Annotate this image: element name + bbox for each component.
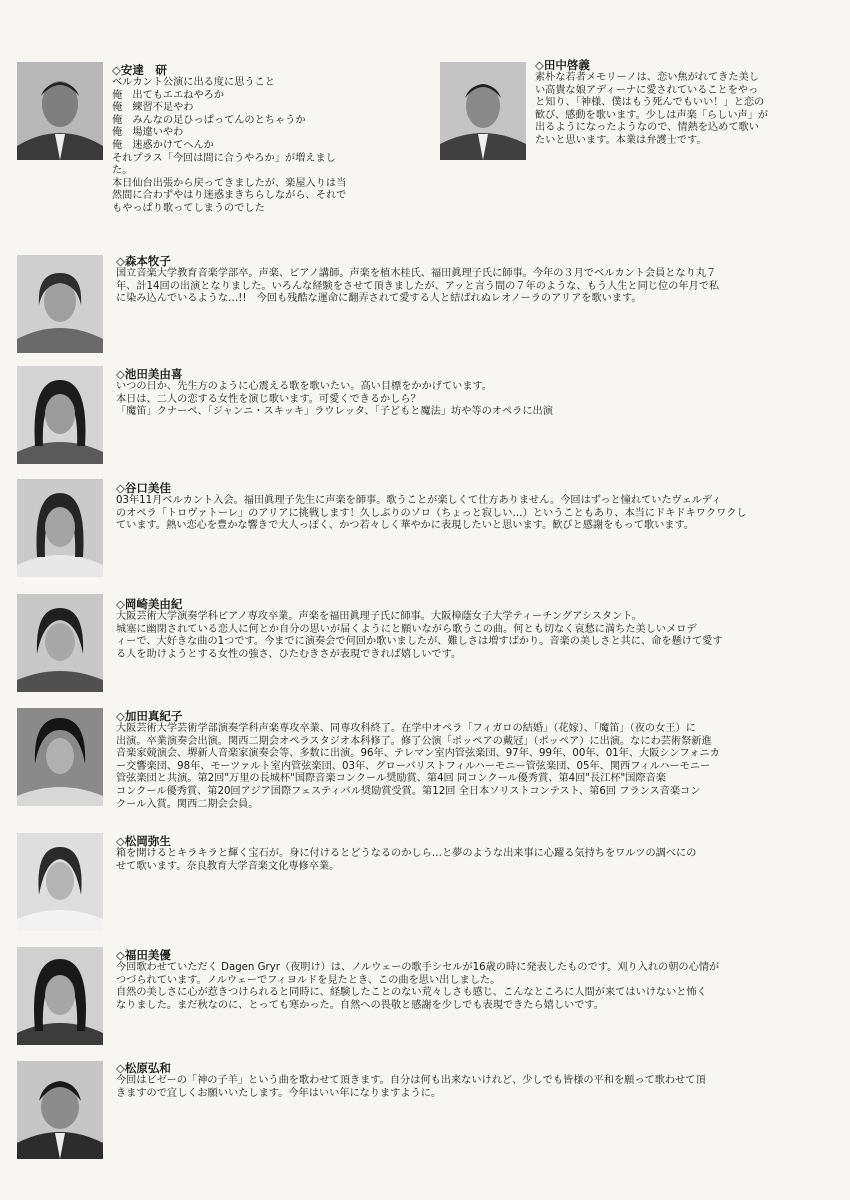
bio-line: 箱を開けるとキラキラと輝く宝石が。身に付けるとどうなるのかしら…と夢のような出来事に心躍る気持ちをワルツの調べにの	[116, 848, 697, 859]
bio-line: 俺 場違いやわ	[112, 127, 184, 139]
portrait-photo	[17, 947, 103, 1045]
bio-line: つづられています。ノルウェーでフィヨルドを見たとき、この曲を思い出しました。	[116, 974, 501, 986]
bio-line: 「魔笛」クナーペ、「ジャンニ・スキッキ」ラウレッタ、「子どもと魔法」坊や等のオペラに出演	[116, 406, 553, 418]
bio-line: コンクール優秀賞、第20回アジア国際フェスティバル奨励賞受賞。第12回 全日本ソリストコンテスト、第6回 フランス音楽コン	[116, 785, 701, 797]
performer-name: ◇松岡弥生	[116, 834, 171, 848]
bio-line: たいと思います。本業は弁護士です。	[535, 134, 707, 146]
performer-name: ◇福田美優	[116, 948, 171, 962]
bio-line: ィーで、大好きな曲の1つです。今までに演奏会で何回か歌いましたが、難しさは増すばかり。音楽の美しさと共に、命を懸けて愛す	[116, 636, 723, 648]
performer-name: ◇岡崎美由紀	[116, 597, 183, 611]
bio-line: 出るようになったようなので、情熱を込めて歌い	[535, 122, 759, 134]
portrait-photo	[440, 62, 526, 160]
entry-text	[116, 1061, 836, 1100]
portrait-photo	[17, 255, 103, 353]
entry-text	[116, 834, 836, 873]
bio-line: 然間に合わずやはり迷惑まきちらしながら、それで	[112, 190, 347, 202]
bio-line: た。	[112, 165, 133, 177]
bio-line: いつの日か、先生方のように心震える歌を歌いたい。高い目標をかかげています。	[116, 381, 493, 392]
bio-line: 年、計14回の出演となりました。いろんな経験をさせて頂きましたが、アッと言う間の７年のような、もう人生と同じ位の年月で私	[116, 280, 720, 292]
bio-line: 国立音楽大学教育音楽学部卒。声楽、ピアノ講師。声楽を植木桂氏、福田眞理子氏に師事。今年の３月でベルカント会員となり丸７	[116, 268, 717, 279]
entry-text	[116, 367, 836, 419]
bio-line: 素朴な若者メモリーノは、恋い焦がれてきた美し	[535, 72, 759, 83]
bio-line: 歓び、感動を歌います。少しは声楽「らしい声」が	[535, 109, 769, 121]
performer-name: ◇松原弘和	[116, 1061, 171, 1075]
bio-line: 今回歌わせていただく Dagen Gryr（夜明け）は、ノルウェーの歌手シセルが16歳の時に発表したものです。刈り入れの朝の心情が	[116, 962, 720, 973]
bio-line: 自然の美しさに心が惹きつけられると同時に、経験したことのない荒々しさも感じ、こんなところに人間が来てはいけないと怖く	[116, 987, 707, 999]
portrait-photo	[17, 366, 103, 464]
performer-name: ◇池田美由喜	[116, 367, 183, 381]
entry-text	[116, 254, 836, 306]
performer-name: ◇安達 研	[112, 63, 167, 77]
bio-line: クール入賞。関西二期会会員。	[116, 798, 259, 810]
performer-name: ◇谷口美佳	[116, 481, 171, 495]
entry-text	[535, 58, 835, 148]
entry-text	[116, 597, 836, 661]
entry-text	[116, 481, 836, 533]
bio-line: 出演。卒業演奏会出演。関西二期会オペラスタジオ本科修了。修了公演「ポッペアの戴冠」（ポッペア）に出演。なにわ芸術祭新進	[116, 735, 712, 747]
portrait-photo	[17, 62, 103, 160]
portrait-photo	[17, 594, 103, 692]
bio-line: と知り、「神様、僕はもう死んでもいい！」と恋の	[535, 97, 765, 109]
bio-line: 城塞に幽閉されている恋人に何とか自分の思いが届くようにと願いながら歌うこの曲。何とも切なく哀愁に満ちた美しいメロデ	[116, 623, 697, 635]
entry-text	[112, 63, 412, 216]
bio-line: 今回はビゼーの「神の子羊」という曲を歌わせて頂きます。自分は何も出来ないけれど、少しでも皆様の平和を願って歌わせて頂	[116, 1075, 706, 1086]
bio-line: せて歌います。奈良教育大学音楽文化専修卒業。	[116, 860, 340, 872]
performer-name: ◇加田真紀子	[116, 709, 183, 723]
bio-line: 本日は、二人の恋する女性を演じ歌います。可愛くできるかしら？	[116, 393, 421, 405]
bio-line: きますので宜しくお願いいたします。今年はいい年になりますように。	[116, 1087, 442, 1099]
portrait-photo	[17, 1061, 103, 1159]
bio-line: もやっぱり歌ってしまうのでした	[112, 202, 265, 214]
bio-line: ています。熱い恋心を豊かな響きで大人っぽく、かつ若々しく華やかに表現したいと思います。歓びと感謝をもって歌います。	[116, 520, 695, 532]
bio-line: のオペラ「トロヴァトーレ」のアリアに挑戦します！久しぶりのソロ（ちょっと寂しい…）ということもあり、本当にドキドキワクワクし	[116, 507, 747, 519]
bio-line: 俺 出てもエエねやろか	[112, 89, 225, 101]
bio-line: 俺 迷惑かけてへんか	[112, 139, 214, 151]
bio-line: 音楽家競演会、堺新人音楽家演奏会等、多数に出演。96年、テレマン室内管弦楽団、97年、99年、00年、01年、大阪シンフォニカ	[116, 748, 720, 760]
portrait-photo	[17, 833, 103, 931]
bio-line: い高貴な娘アディーナに愛されていることをやっ	[535, 84, 759, 96]
bio-line: 俺 みんなの足ひっぱってんのとちゃうか	[112, 114, 306, 126]
bio-line: 大阪芸術大学演奏学科ピアノ専攻卒業。声楽を福田眞理子氏に師事。大阪樟蔭女子大学ティーチングアシスタント。	[116, 611, 642, 622]
bio-line: 管弦楽団と共演。第2回"万里の長城杯"国際音楽コンクール奨励賞、第4回 同コンクール優秀賞、第4回"長江杯"国際音楽	[116, 773, 666, 785]
bio-line: 大阪芸術大学芸術学部演奏学科声楽専攻卒業、同専攻科終了。在学中オペラ「フィガロの結婚」（花嫁）、「魔笛」（夜の女王）に	[116, 723, 696, 734]
entry-text	[116, 709, 836, 811]
portrait-photo	[17, 708, 103, 806]
bio-line: る人を助けようとする女性の強さ、ひたむきさが表現できれば嬉しいです。	[116, 648, 462, 660]
bio-line: ベルカント公演に出る度に思うこと	[112, 77, 275, 88]
performer-name: ◇田中啓義	[535, 58, 590, 72]
bio-line: 03年11月ベルカント入会。福田眞理子先生に声楽を師事。歌うことが楽しくて仕方ありません。今回はずっと憧れていたヴェルディ	[116, 495, 722, 506]
performer-name: ◇森本牧子	[116, 254, 171, 268]
bio-line: なりました。まだ秋なのに、とっても寒かった。自然への畏敬と感謝を少しでも表現できたら嬉しいです。	[116, 999, 604, 1011]
bio-line: 俺 練習不足やわ	[112, 102, 194, 114]
bio-line: ー交響楽団、98年、モーツァルト室内管弦楽団、03年、グローバリストフィルハーモニー管弦楽団、05年、関西フィルハーモニー	[116, 760, 711, 772]
bio-line: に染み込んでいるような…!! 今回も残酷な運命に翻弄されて愛する人と結ばれぬレオノーラのアリアを歌います。	[116, 293, 642, 305]
portrait-photo	[17, 479, 103, 577]
bio-line: それプラス「今回は間に合うやろか」が増えまし	[112, 152, 336, 164]
entry-text	[116, 948, 836, 1012]
bio-line: 本日仙台出張から戻ってきましたが、楽屋入りは当	[112, 177, 347, 189]
